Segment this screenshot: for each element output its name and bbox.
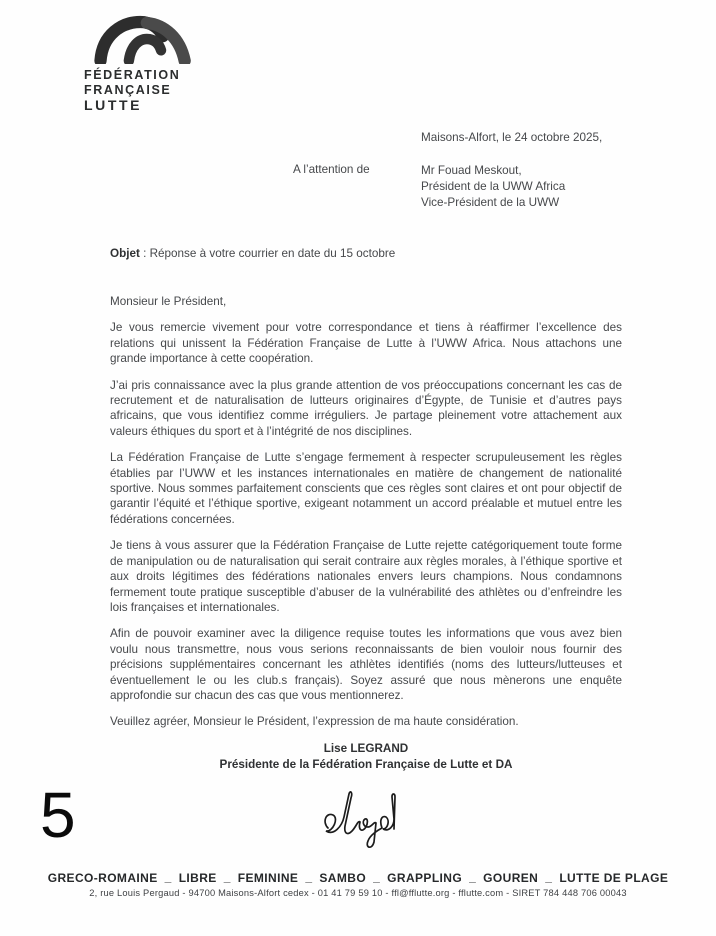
discipline-gouren: GOUREN [483,871,539,885]
recipient-title-2: Vice-Président de la UWW [421,196,560,209]
signature-block [110,741,622,772]
discipline-lutte-de-plage: LUTTE DE PLAGE [559,871,669,885]
discipline-separator: _ [469,870,477,884]
discipline-feminine: FEMININE [237,871,299,885]
logo-line-lutte: LUTTE [84,97,143,113]
paragraph-1: Je vous remercie vivement pour votre correspondance et tiens à réaffirmer l’excellence des relations qui unissent la Fédération Française de Lutte à l’UWW Africa. Nous attachons une grande importance à cette coopération. [110,321,622,366]
paragraph-3: La Fédération Française de Lutte s’engage fermement à respecter scrupuleusement les règles établies par l’UWW et les instances internationales en matière de changement de nationalité sportive. Nous sommes parfaitement conscients que ces règles sont claires et ont pour objectif de garantir l’équité et l’éthique sportive, exigeant notamment un accord préalable et mutuel entre les fédérations concernées. [110,451,622,526]
discipline-sambo: SAMBO [319,871,367,885]
letter-date: Maisons-Alfort, le 24 octobre 2025, [421,131,603,144]
discipline-greco-romaine: GRECO-ROMAINE [47,871,158,885]
discipline-separator: _ [223,870,231,884]
discipline-separator: _ [373,870,381,884]
attention-label: A l’attention de [293,163,370,176]
page-number: 5 [40,779,76,851]
fflutte-logo [84,14,196,113]
disciplines-line [0,871,716,885]
recipient-block [421,163,565,211]
subject-label: Objet [110,247,140,260]
subject-text: : Réponse à votre courrier en date du 15 octobre [139,247,396,260]
logo-wordmark [84,68,196,113]
letter-body [110,294,622,730]
letter-footer [0,871,716,898]
handwritten-signature [318,784,402,861]
paragraph-4: Je tiens à vous assurer que la Fédération Française de Lutte rejette catégoriquement toute forme de manipulation ou de naturalisation qui serait contraire aux règles morales, à l’éthique sportive et aux droits légitimes des fédérations nationales envers leurs champions. Nous condamnons fermement toute pratique susceptible d’abuser de la vulnérabilité des athlètes ou d’enfreindre les lois françaises et internationales. [110,539,622,614]
salutation: Monsieur le Président, [110,295,227,308]
recipient-name: Mr Fouad Meskout, [421,164,522,177]
logo-line-francaise: FRANÇAISE [84,83,172,97]
discipline-separator: _ [164,870,172,884]
signature-title: Présidente de la Fédération Française de Lutte et DA [219,757,513,771]
paragraph-5: Afin de pouvoir examiner avec la diligence requise toutes les informations que vous avez bien voulu nous transmettre, nous vous serions reconnaissants de bien vouloir nous fournir des précisions supplémentaires concernant les athlètes identifiés (noms des lutteurs/lutteuses et éventuellement le ou les club.s français). Soyez assuré que nous mènerons une enquête approfondie sur chacun des cas que vous mentionnerez. [110,627,622,702]
signature-name: Lise LEGRAND [323,742,409,755]
wrestlers-bridge-icon [92,14,196,64]
logo-line-federation: FÉDÉRATION [84,68,181,82]
discipline-grappling: GRAPPLING [387,871,463,885]
discipline-libre: LIBRE [178,871,217,885]
signature-scribble-icon [318,784,402,856]
subject-line [110,247,395,260]
recipient-title-1: Président de la UWW Africa [421,180,566,193]
footer-address: 2, rue Louis Pergaud - 94700 Maisons-Alfort cedex - 01 41 79 59 10 - ffl@fflutte.org - fflutte.com - SIRET 784 448 706 00043 [89,888,627,898]
paragraph-2: J’ai pris connaissance avec la plus grande attention de vos préoccupations concernant les cas de recrutement et de naturalisation de lutteurs originaires d’Égypte, de Tunisie et d’autres pays africains, que vous identifiez comme irréguliers. Je partage pleinement votre attachement aux valeurs éthiques du sport et à l’intégrité de nos disciplines. [110,378,622,438]
closing-formula: Veuillez agréer, Monsieur le Président, l’expression de ma haute considération. [110,715,519,729]
discipline-separator: _ [545,870,553,884]
discipline-separator: _ [305,870,313,884]
